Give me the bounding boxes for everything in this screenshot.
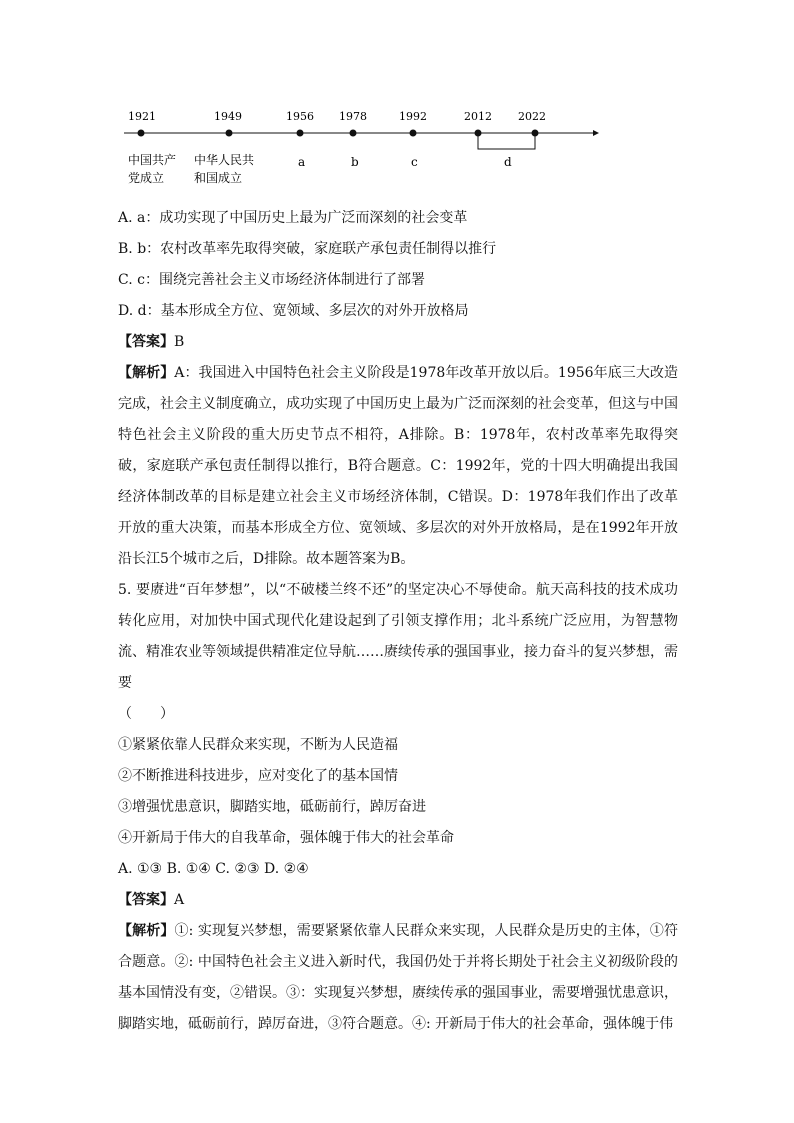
timeline-label-1949-line2: 和国成立 xyxy=(194,171,243,185)
q5-analysis xyxy=(118,916,678,1040)
q4-answer-value: B xyxy=(174,334,185,350)
timeline-year-1956: 1956 xyxy=(286,110,314,123)
timeline-label-c: c xyxy=(411,155,418,169)
q5-answer-value: A xyxy=(174,892,185,908)
q4-answer xyxy=(118,327,678,358)
timeline-year-1949: 1949 xyxy=(214,110,242,123)
q4-answer-tag: 【答案】 xyxy=(118,334,174,350)
q5-stem xyxy=(118,575,678,699)
timeline-year-2012: 2012 xyxy=(464,110,492,123)
timeline-dot-1949 xyxy=(226,130,233,137)
question-content xyxy=(118,203,678,1040)
q5-blank: （ ） xyxy=(118,706,174,722)
timeline-label-1921-line2: 党成立 xyxy=(128,171,165,185)
timeline-label-1921-line1: 中国共产 xyxy=(128,153,177,167)
q5-analysis-tag: 【解析】 xyxy=(118,923,175,939)
q5-item-4: ④开新局于伟大的自我革命，强体魄于伟大的社会革命 xyxy=(118,830,454,846)
timeline-label-a: a xyxy=(298,155,306,169)
q5-item-3: ③增强忧患意识，脚踏实地，砥砺前行，踔厉奋进 xyxy=(118,799,426,815)
timeline-year-1992: 1992 xyxy=(399,110,427,123)
q4-option-d: D. d：基本形成全方位、宽领域、多层次的对外开放格局 xyxy=(118,303,469,319)
timeline-label-b: b xyxy=(351,155,359,169)
q5-item-2: ②不断推进科技进步，应对变化了的基本国情 xyxy=(118,768,398,784)
q5-stem-text: 5. 要赓进“百年梦想”，以“不破楼兰终不还”的坚定决心不辱使命。航天高科技的技术成功转化应用，对加快中国式现代化建设起到了引领支撑作用；北斗系统广泛应用，为智慧物流、精准农业等领域提供精准定位导航……赓续传承的强国事业，接力奋斗的复兴梦想，需要 xyxy=(118,582,678,691)
timeline-dot-1992 xyxy=(410,130,417,137)
timeline-year-1921: 1921 xyxy=(128,110,156,123)
timeline-year-2022: 2022 xyxy=(518,110,546,123)
timeline-label-d: d xyxy=(504,155,512,169)
q4-analysis-tag: 【解析】 xyxy=(118,365,175,381)
q5-answer xyxy=(118,885,678,916)
q4-option-a: A. a：成功实现了中国历史上最为广泛而深刻的社会变革 xyxy=(118,210,468,226)
timeline-arrow-icon xyxy=(593,130,599,136)
timeline-year-1978: 1978 xyxy=(339,110,367,123)
timeline-figure xyxy=(118,104,608,194)
q4-analysis xyxy=(118,358,678,575)
q4-analysis-text: A：我国进入中国特色社会主义阶段是1978年改革开放以后。1956年底三大改造完成，社会主义制度确立，成功实现了中国历史上最为广泛而深刻的社会变革，但这与中国特色社会主义阶段的重大历史节点不相符，A排除。B：1978年，农村改革率先取得突破，家庭联产承包责任制得以推行，B符合题意。C：1992年，党的十四大明确提出我国经济体制改革的目标是建立社会主义市场经济体制，C错误。D：1978年我们作出了改革开放的重大决策，而基本形成全方位、宽领域、多层次的对外开放格局，是在1992年开放沿长江5个城市之后，D排除。故本题答案为B。 xyxy=(118,365,678,567)
q4-option-b: B. b：农村改革率先取得突破，家庭联产承包责任制得以推行 xyxy=(118,241,497,257)
q4-option-c: C. c：围绕完善社会主义市场经济体制进行了部署 xyxy=(118,272,425,288)
timeline-dot-1921 xyxy=(138,130,145,137)
q5-answer-tag: 【答案】 xyxy=(118,892,174,908)
timeline-dot-1956 xyxy=(297,130,304,137)
timeline-dot-1978 xyxy=(350,130,357,137)
timeline-label-1949-line1: 中华人民共 xyxy=(194,153,255,167)
timeline-bracket-d xyxy=(478,133,535,149)
q5-item-1: ①紧紧依靠人民群众来实现，不断为人民造福 xyxy=(118,737,398,753)
q5-analysis-text: ①: 实现复兴梦想，需要紧紧依靠人民群众来实现，人民群众是历史的主体，①符合题意。②: 中国特色社会主义进入新时代，我国仍处于并将长期处于社会主义初级阶段的基本国情没有变，②错误。③：实现复兴梦想，赓续传承的强国事业，需要增强忧患意识，脚踏实地，砥砺前行，踔厉奋进，③符合题意。④: 开新局于伟大的社会革命，强体魄于伟 xyxy=(118,923,678,1032)
q5-choices: A. ①③ B. ①④ C. ②③ D. ②④ xyxy=(118,861,309,877)
